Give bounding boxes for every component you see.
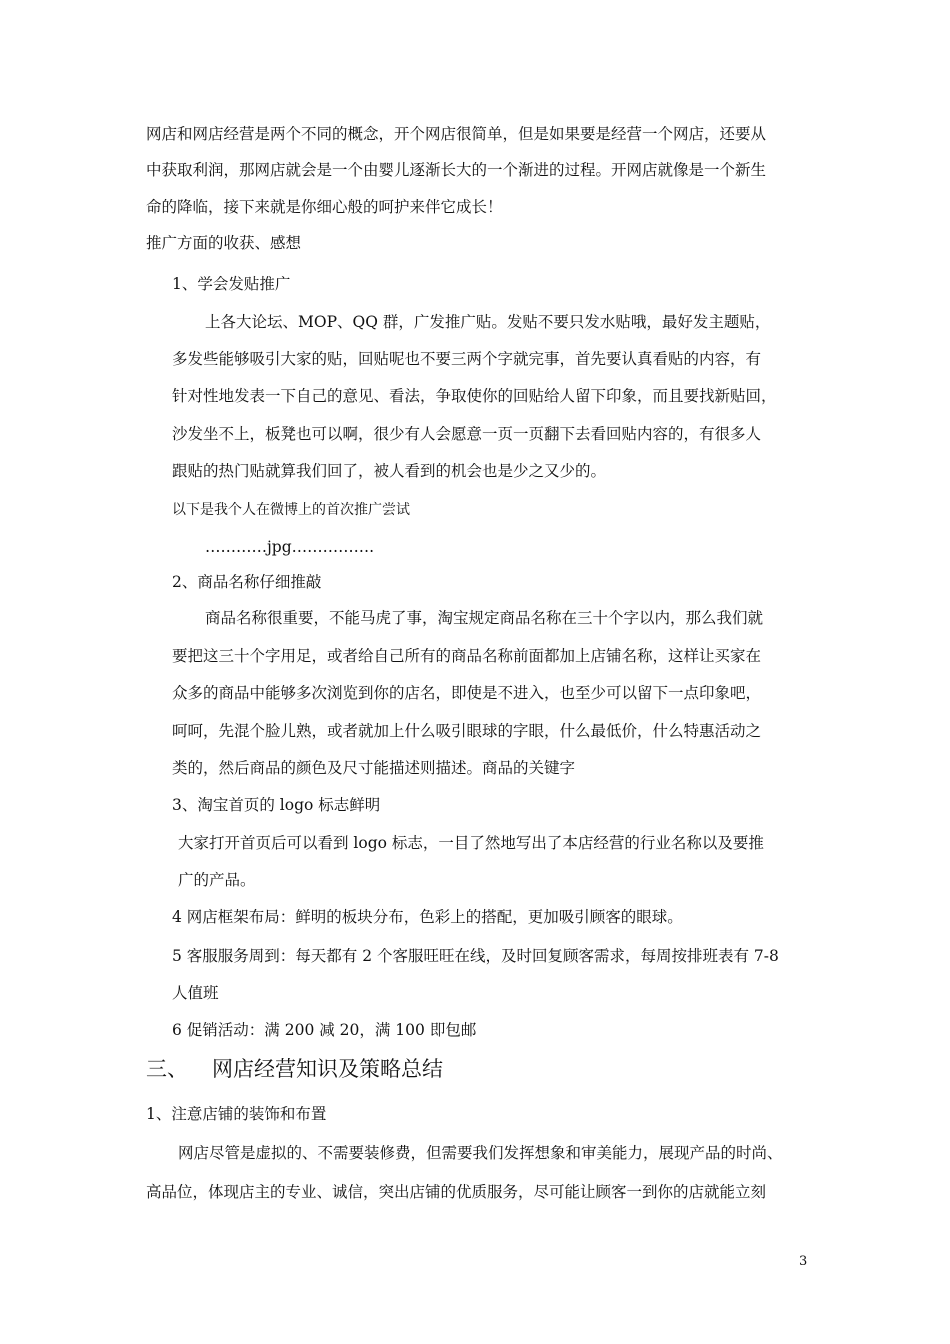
item5-line-1: 5 客服服务周到：每天都有 2 个客服旺旺在线，及时回复顾客需求，每周按排班表有 7-8: [172, 947, 779, 965]
item2-line-5: 类的，然后商品的颜色及尺寸能描述则描述。商品的关键字: [172, 759, 576, 777]
section3-title: 网店经营知识及策略总结: [212, 1057, 443, 1081]
item4: 4 网店框架布局：鲜明的板块分布，色彩上的搭配，更加吸引顾客的眼球。: [172, 908, 683, 926]
item2-line-3: 众多的商品中能够多次浏览到你的店名，即使是不进入，也至少可以留下一点印象吧，: [172, 684, 762, 702]
intro-line-3: 命的降临，接下来就是你细心般的呵护来伴它成长！: [146, 198, 503, 216]
item1-line-4: 沙发坐不上，板凳也可以啊，很少有人会愿意一页一页翻下去看回贴内容的，有很多人: [172, 425, 762, 443]
page-number: 3: [799, 1254, 808, 1269]
item3-line-1: 大家打开首页后可以看到 logo 标志，一目了然地写出了本店经营的行业名称以及要推: [178, 834, 764, 852]
item5-line-2: 人值班: [172, 984, 219, 1002]
item1-line-1: 上各大论坛、MOP、QQ 群，广发推广贴。发贴不要只发水贴哦，最好发主题贴，: [205, 313, 771, 331]
item3-title: 3、淘宝首页的 logo 标志鲜明: [172, 796, 381, 814]
section3-number: 三、: [146, 1057, 188, 1081]
item2-line-4: 呵呵，先混个脸儿熟，或者就加上什么吸引眼球的字眼，什么最低价，什么特惠活动之: [172, 722, 762, 740]
sub1-line-1: 网店尽管是虚拟的、不需要装修费，但需要我们发挥想象和审美能力，展现产品的时尚、: [178, 1144, 783, 1162]
sub1-line-2: 高品位，体现店主的专业、诚信，突出店铺的优质服务，尽可能让顾客一到你的店就能立刻: [146, 1183, 767, 1201]
item6: 6 促销活动：满 200 减 20，满 100 即包邮: [172, 1021, 477, 1039]
image-placeholder: …………jpg…………….: [205, 538, 375, 556]
item2-line-2: 要把这三十个字用足，或者给自己所有的商品名称前面都加上店铺名称，这样让买家在: [172, 647, 762, 665]
intro-line-1: 网店和网店经营是两个不同的概念，开个网店很简单，但是如果要是经营一个网店，还要从: [146, 125, 767, 143]
sub1-title: 1、注意店铺的装饰和布置: [146, 1105, 327, 1123]
item2-title: 2、商品名称仔细推敲: [172, 573, 322, 591]
item1-line-2: 多发些能够吸引大家的贴，回贴呢也不要三两个字就完事，首先要认真看贴的内容，有: [172, 350, 762, 368]
item3-line-2: 广的产品。: [178, 871, 256, 889]
intro-line-2: 中获取利润，那网店就会是一个由婴儿逐渐长大的一个渐进的过程。开网店就像是一个新生: [146, 161, 767, 179]
promo-heading: 推广方面的收获、感想: [146, 234, 302, 252]
weibo-note: 以下是我个人在微博上的首次推广尝试: [172, 502, 410, 518]
item1-line-5: 跟贴的热门贴就算我们回了，被人看到的机会也是少之又少的。: [172, 462, 607, 480]
item1-title: 1、学会发贴推广: [172, 275, 291, 293]
item2-line-1: 商品名称很重要，不能马虎了事，淘宝规定商品名称在三十个字以内，那么我们就: [205, 609, 764, 627]
item1-line-3: 针对性地发表一下自己的意见、看法，争取使你的回贴给人留下印象，而且要找新贴回，: [172, 387, 777, 405]
